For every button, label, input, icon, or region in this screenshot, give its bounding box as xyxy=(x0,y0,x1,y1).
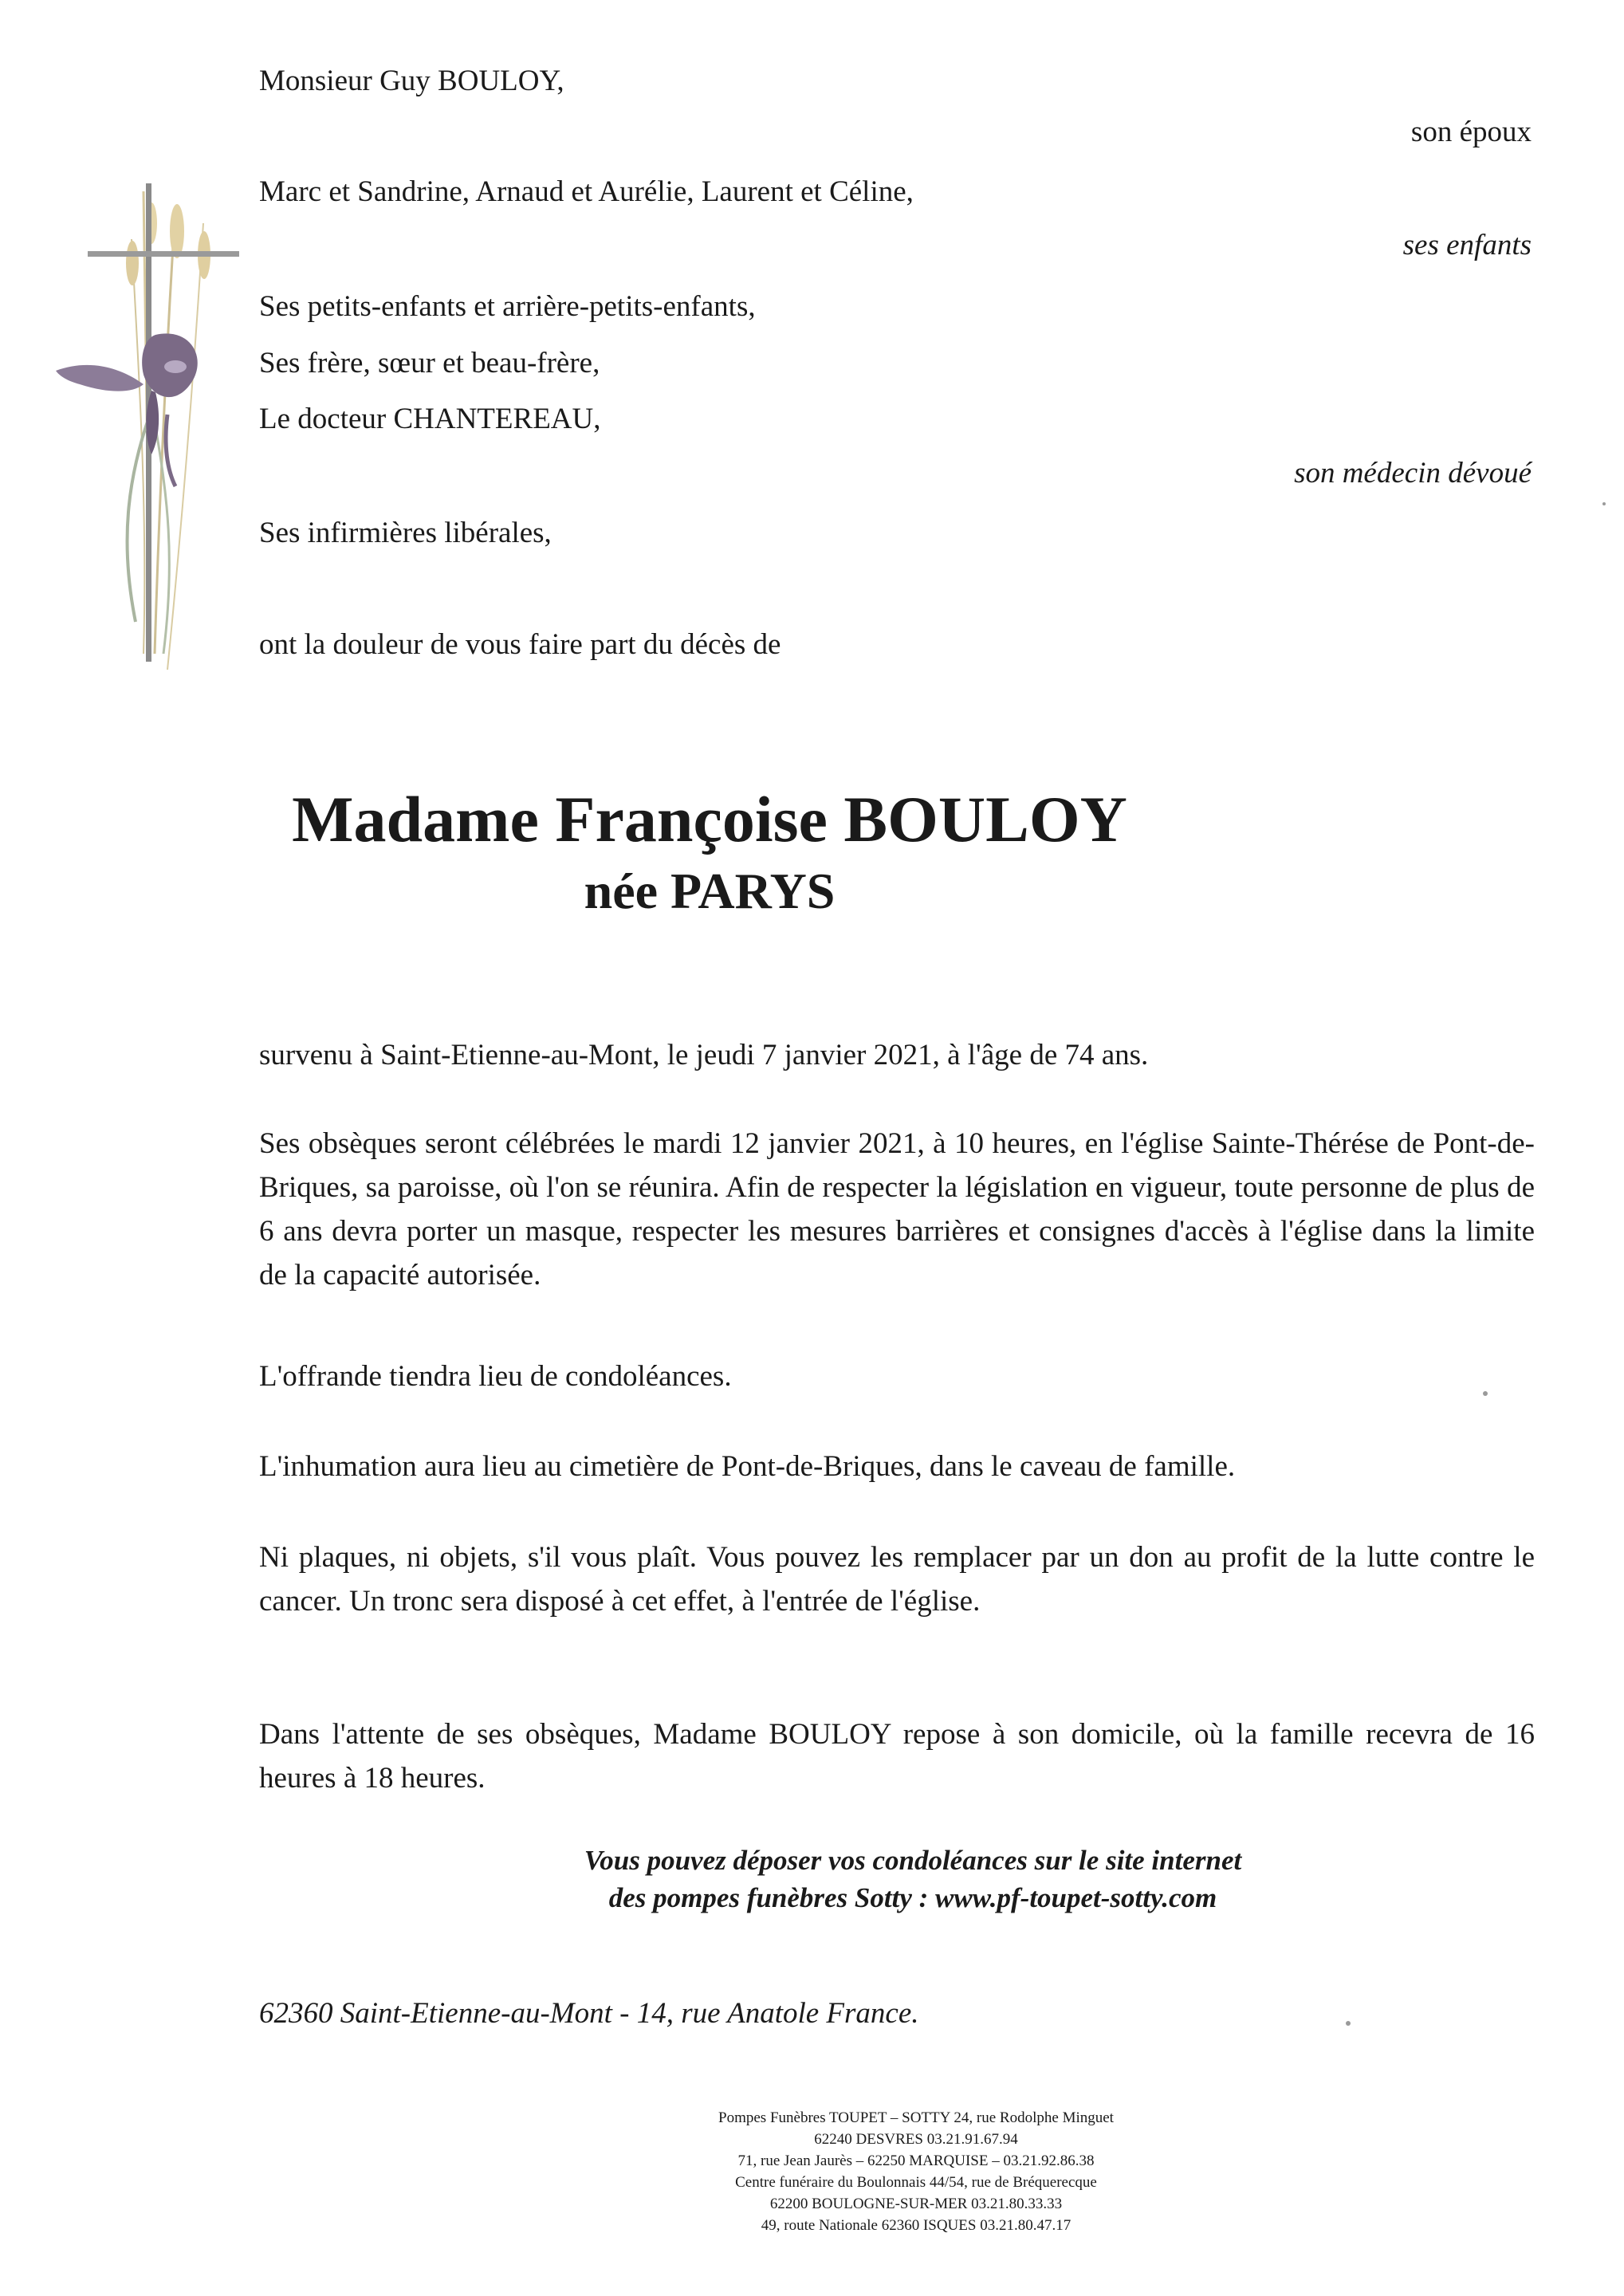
deceased-name: Madame Françoise BOULOY xyxy=(292,783,1127,855)
condolences-line-1: Vous pouvez déposer vos condoléances sur le site internet xyxy=(584,1845,1242,1876)
nurses: Ses infirmières libérales, xyxy=(259,517,552,549)
footer-line-1: Pompes Funèbres TOUPET – SOTTY 24, rue Rodolphe Minguet xyxy=(718,2109,1114,2126)
footer-line-4: Centre funéraire du Boulonnais 44/54, rue de Bréquerecque xyxy=(735,2174,1097,2191)
offering: L'offrande tiendra lieu de condoléances. xyxy=(259,1360,732,1393)
siblings: Ses frère, sœur et beau-frère, xyxy=(259,347,600,379)
death-notice: survenu à Saint-Etienne-au-Mont, le jeudi 7 janvier 2021, à l'âge de 74 ans. xyxy=(259,1039,1149,1071)
scan-speck xyxy=(1483,1391,1488,1396)
doctor-name: Le docteur CHANTEREAU, xyxy=(259,403,601,435)
scan-speck xyxy=(1346,2021,1351,2026)
funeral-details: Ses obsèques seront célébrées le mardi 12 janvier 2021, à 10 heures, en l'église Sainte-Thérése de Pont-de-Briques, sa paroisse, où l'on se réunira. Afin de respecter la législation en vigueur, toute personne de plus de 6 ans devra porter un masque, respecter les mesures barrières et consignes d'accès à l'église dans la limite de la capacité autorisée. xyxy=(259,1127,1535,1292)
children-names: Marc et Sandrine, Arnaud et Aurélie, Laurent et Céline, xyxy=(259,175,914,208)
home-address: 62360 Saint-Etienne-au-Mont - 14, rue Anatole France. xyxy=(259,1997,919,2030)
donations: Ni plaques, ni objets, s'il vous plaît. Vous pouvez les remplacer par un don au profit de la lutte contre le cancer. Un tronc sera disposé à cet effet, à l'entrée de l'église. xyxy=(259,1541,1535,1618)
grandchildren: Ses petits-enfants et arrière-petits-enfants, xyxy=(259,290,756,323)
footer-line-5: 62200 BOULOGNE-SUR-MER 03.21.80.33.33 xyxy=(769,2196,1063,2212)
husband-role: son époux xyxy=(1410,116,1532,148)
scan-speck xyxy=(1602,502,1606,505)
announcement: ont la douleur de vous faire part du décès de xyxy=(259,628,781,661)
footer-line-6: 49, route Nationale 62360 ISQUES 03.21.80.47.17 xyxy=(761,2217,1072,2234)
children-role: ses enfants xyxy=(1402,229,1532,261)
maiden-name: née PARYS xyxy=(584,863,836,919)
visitation: Dans l'attente de ses obsèques, Madame BOULOY repose à son domicile, où la famille recevra de 16 heures à 18 heures. xyxy=(259,1718,1535,1795)
burial: L'inhumation aura lieu au cimetière de Pont-de-Briques, dans le caveau de famille. xyxy=(259,1450,1236,1483)
husband-name: Monsieur Guy BOULOY, xyxy=(259,65,564,97)
funeral-home-footer xyxy=(0,2107,1624,2236)
footer-line-3: 71, rue Jean Jaurès – 62250 MARQUISE – 03.21.92.86.38 xyxy=(737,2152,1095,2169)
doctor-role: son médecin dévoué xyxy=(1294,457,1532,489)
condolences-line-2: des pompes funèbres Sotty : www.pf-toupet-sotty.com xyxy=(608,1882,1217,1913)
cross-lily-icon xyxy=(56,175,239,686)
footer-line-2: 62240 DESVRES 03.21.91.67.94 xyxy=(814,2131,1018,2148)
